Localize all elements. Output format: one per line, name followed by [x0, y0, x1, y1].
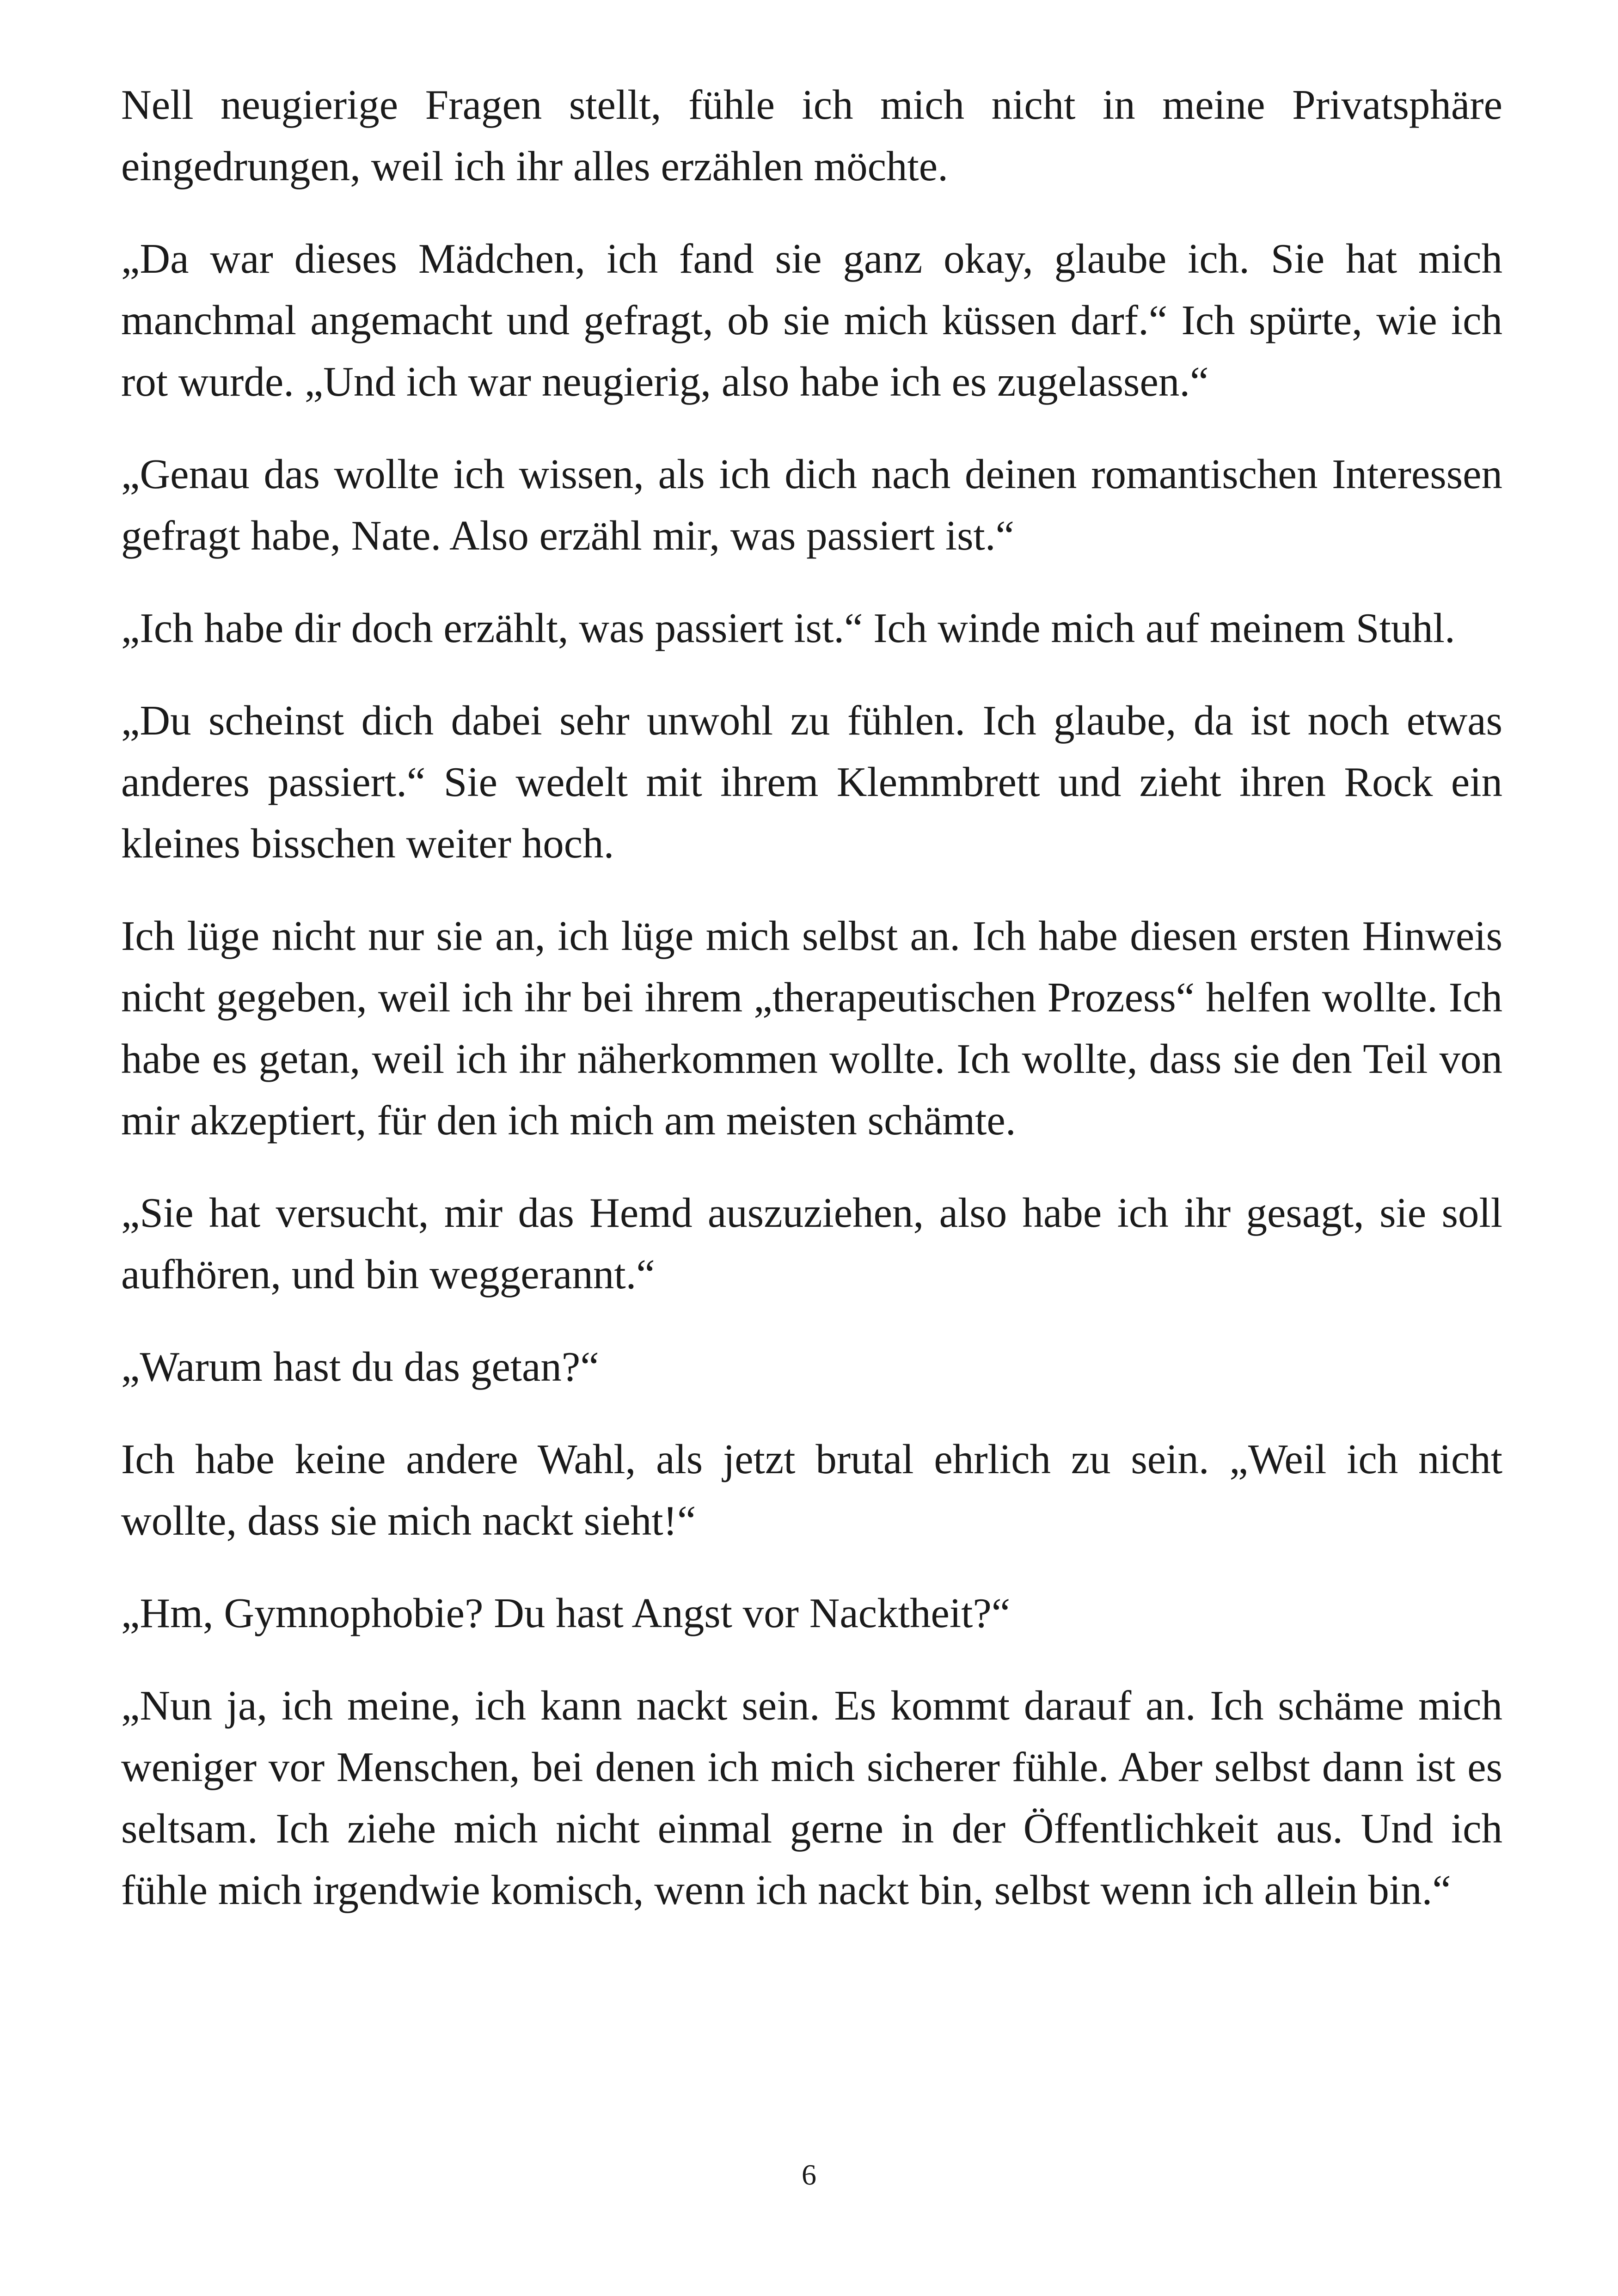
- paragraph-3: „Genau das wollte ich wissen, als ich dich nach deinen romantischen Interessen gefragt habe, Nate. Also erzähl mir, was passiert ist.“: [121, 451, 1502, 559]
- paragraph-1: Nell neugierige Fragen stellt, fühle ich mich nicht in meine Privatsphäre eingedrungen, weil ich ihr alles erzählen möchte.: [121, 81, 1502, 190]
- paragraph-10: „Hm, Gymnophobie? Du hast Angst vor Nacktheit?“: [121, 1590, 1011, 1636]
- body-text: [121, 74, 1502, 1952]
- paragraph-9: Ich habe keine andere Wahl, als jetzt brutal ehrlich zu sein. „Weil ich nicht wollte, dass sie mich nackt sieht!“: [121, 1436, 1502, 1544]
- paragraph-11: „Nun ja, ich meine, ich kann nackt sein. Es kommt darauf an. Ich schäme mich weniger vor Menschen, bei denen ich mich sicherer fühle. Aber selbst dann ist es seltsam. Ich ziehe mich nicht einmal gerne in der Öffentlichkeit aus. Und ich fühle mich irgendwie komisch, wenn ich nackt bin, selbst wenn ich allein bin.“: [121, 1682, 1502, 1913]
- paragraph-6: Ich lüge nicht nur sie an, ich lüge mich selbst an. Ich habe diesen ersten Hinweis nicht gegeben, weil ich ihr bei ihrem „therapeutischen Prozess“ helfen wollte. Ich habe es getan, weil ich ihr näherkommen wollte. Ich wollte, dass sie den Teil von mir akzeptiert, für den ich mich am meisten schämte.: [121, 912, 1502, 1144]
- paragraph-8: „Warum hast du das getan?“: [121, 1343, 599, 1390]
- paragraph-2: „Da war dieses Mädchen, ich fand sie ganz okay, glaube ich. Sie hat mich manchmal angemacht und gefragt, ob sie mich küssen darf.“ Ich spürte, wie ich rot wurde. „Und ich war neugierig, also habe ich es zugelassen.“: [121, 235, 1502, 405]
- paragraph-4: „Ich habe dir doch erzählt, was passiert ist.“ Ich winde mich auf meinem Stuhl.: [121, 605, 1455, 651]
- page-number: 6: [802, 2158, 816, 2191]
- paragraph-7: „Sie hat versucht, mir das Hemd auszuziehen, also habe ich ihr gesagt, sie soll aufhören, und bin weggerannt.“: [121, 1189, 1502, 1298]
- paragraph-5: „Du scheinst dich dabei sehr unwohl zu fühlen. Ich glaube, da ist noch etwas anderes passiert.“ Sie wedelt mit ihrem Klemmbrett und zieht ihren Rock ein kleines bisschen weiter hoch.: [121, 697, 1502, 867]
